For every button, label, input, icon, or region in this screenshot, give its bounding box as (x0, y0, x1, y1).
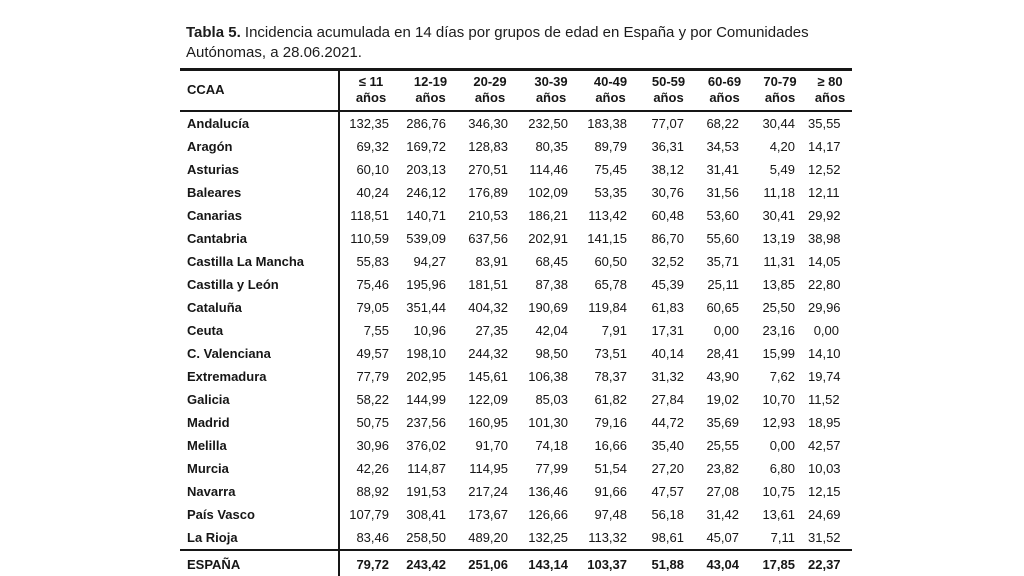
cell-value: 32,52 (651, 254, 684, 269)
cell-value: 11,18 (763, 185, 795, 200)
cell-value: 101,30 (528, 415, 568, 430)
header-age-group-1 (402, 70, 459, 112)
cell-value: 132,25 (528, 530, 568, 545)
cell-value: 55,83 (356, 254, 389, 269)
cell-value: 4,20 (769, 139, 795, 154)
age-unit-label: años (653, 90, 684, 105)
age-unit-label: años (764, 90, 796, 105)
cell-value: 91,66 (594, 484, 627, 499)
header-age-group-2 (459, 70, 521, 112)
cell-value: 43,04 (697, 550, 752, 576)
cell-value: 60,65 (706, 300, 739, 315)
cell-value: 75,45 (594, 162, 627, 177)
cell-ccaa: Asturias (180, 158, 339, 181)
row-castilla-la-mancha (180, 250, 852, 273)
cell-value: 61,83 (651, 300, 684, 315)
age-unit-label: años (355, 90, 387, 105)
cell-value: 13,61 (762, 507, 795, 522)
cell-value: 86,70 (651, 231, 684, 246)
cell-value: 97,48 (594, 507, 627, 522)
age-unit-label: años (415, 90, 446, 105)
cell-value: 94,27 (413, 254, 446, 269)
age-range-label: 70-79 (763, 74, 797, 89)
cell-value: 19,74 (808, 369, 841, 384)
cell-value: 25,50 (762, 300, 795, 315)
age-range-label: 50-59 (651, 74, 686, 89)
cell-value: 42,57 (808, 438, 841, 453)
cell-value: 217,24 (468, 484, 508, 499)
row-asturias (180, 158, 852, 181)
cell-value: 98,50 (535, 346, 568, 361)
cell-value: 45,39 (651, 277, 684, 292)
cell-value: 114,46 (529, 162, 568, 177)
cell-value: 7,91 (601, 323, 627, 338)
cell-value: 160,95 (468, 415, 508, 430)
age-unit-label: años (474, 90, 506, 105)
cell-value: 17,85 (752, 550, 808, 576)
header-age-group-5 (640, 70, 697, 112)
cell-value: 10,03 (808, 461, 841, 476)
cell-value: 29,96 (808, 300, 841, 315)
cell-value: 14,10 (808, 346, 841, 361)
cell-value: 68,22 (706, 116, 739, 131)
row-ceuta (180, 319, 852, 342)
cell-value: 25,11 (707, 277, 739, 292)
cell-value: 308,41 (406, 507, 446, 522)
cell-ccaa: Castilla La Mancha (180, 250, 339, 273)
cell-value: 12,15 (808, 484, 841, 499)
cell-value: 198,10 (406, 346, 446, 361)
cell-value: 0,00 (713, 323, 739, 338)
cell-ccaa: Extremadura (180, 365, 339, 388)
cell-value: 31,56 (706, 185, 739, 200)
cell-value: 31,32 (651, 369, 684, 384)
cell-ccaa: Canarias (180, 204, 339, 227)
age-unit-label: años (595, 90, 626, 105)
cell-value: 210,53 (468, 208, 508, 223)
cell-value: 244,32 (468, 346, 508, 361)
cell-value: 27,08 (706, 484, 739, 499)
cell-value: 30,44 (762, 116, 795, 131)
cell-value: 31,52 (808, 530, 841, 545)
cell-value: 78,37 (594, 369, 627, 384)
cell-value: 202,95 (406, 369, 446, 384)
cell-value: 44,72 (651, 415, 684, 430)
cell-ccaa: Cataluña (180, 296, 339, 319)
cell-value: 22,37 (808, 550, 852, 576)
cell-value: 119,84 (588, 300, 627, 315)
cell-value: 246,12 (406, 185, 446, 200)
cell-ccaa: Cantabria (180, 227, 339, 250)
age-range-label: 12-19 (413, 74, 448, 89)
age-range-label: 40-49 (593, 74, 628, 89)
cell-value: 60,50 (594, 254, 627, 269)
age-range-label: 60-69 (707, 74, 742, 89)
cell-value: 91,70 (475, 438, 508, 453)
row-extremadura (180, 365, 852, 388)
cell-value: 74,18 (535, 438, 568, 453)
cell-value: 79,72 (339, 550, 402, 576)
cell-value: 77,07 (651, 116, 684, 131)
cell-value: 10,70 (762, 392, 795, 407)
row-total-espana (180, 550, 852, 576)
cell-value: 80,35 (535, 139, 568, 154)
row-melilla (180, 434, 852, 457)
cell-ccaa: Madrid (180, 411, 339, 434)
caption-label: Tabla 5. (186, 24, 241, 41)
cell-value: 15,99 (762, 346, 795, 361)
cell-value: 35,71 (706, 254, 739, 269)
cell-value: 637,56 (468, 231, 508, 246)
cell-value: 88,92 (356, 484, 389, 499)
cell-value: 176,89 (468, 185, 508, 200)
cell-value: 35,69 (706, 415, 739, 430)
row-aragon (180, 135, 852, 158)
cell-value: 79,16 (594, 415, 627, 430)
age-unit-label: años (535, 90, 567, 105)
cell-value: 17,31 (651, 323, 684, 338)
cell-value: 7,55 (363, 323, 389, 338)
cell-value: 141,15 (587, 231, 627, 246)
cell-value: 186,21 (528, 208, 568, 223)
cell-value: 35,55 (808, 116, 841, 131)
cell-value: 195,96 (406, 277, 446, 292)
cell-value: 53,35 (594, 185, 627, 200)
cell-value: 75,46 (356, 277, 389, 292)
cell-value: 169,72 (406, 139, 446, 154)
cell-value: 113,42 (588, 208, 627, 223)
age-range-label: 30-39 (534, 74, 568, 89)
cell-value: 49,57 (356, 346, 389, 361)
row-cantabria (180, 227, 852, 250)
row-la-rioja (180, 526, 852, 550)
cell-value: 232,50 (528, 116, 568, 131)
cell-value: 42,04 (535, 323, 568, 338)
header-age-group-6 (697, 70, 752, 112)
row-andalucia (180, 111, 852, 135)
cell-value: 58,22 (356, 392, 389, 407)
cell-value: 42,26 (356, 461, 389, 476)
cell-value: 60,10 (356, 162, 389, 177)
cell-value: 12,52 (808, 162, 841, 177)
row-murcia (180, 457, 852, 480)
cell-value: 19,02 (706, 392, 739, 407)
cell-value: 25,55 (706, 438, 739, 453)
cell-value: 5,49 (769, 162, 795, 177)
cell-value: 346,30 (468, 116, 508, 131)
cell-value: 85,03 (535, 392, 568, 407)
age-unit-label: años (709, 90, 740, 105)
cell-value: 30,76 (651, 185, 684, 200)
cell-value: 51,88 (640, 550, 697, 576)
cell-value: 47,57 (651, 484, 684, 499)
table-header (180, 70, 852, 112)
cell-value: 376,02 (406, 438, 446, 453)
cell-value: 65,78 (594, 277, 627, 292)
cell-value: 60,48 (651, 208, 684, 223)
age-range-label: 20-29 (473, 74, 507, 89)
cell-value: 83,91 (475, 254, 508, 269)
header-age-group-0 (339, 70, 402, 112)
cell-value: 110,59 (350, 231, 389, 246)
cell-value: 18,95 (808, 415, 841, 430)
cell-value: 10,96 (413, 323, 446, 338)
header-age-group-7 (752, 70, 808, 112)
cell-ccaa: País Vasco (180, 503, 339, 526)
header-age-group-3 (521, 70, 581, 112)
cell-value: 10,75 (762, 484, 795, 499)
cell-value: 102,09 (528, 185, 568, 200)
cell-ccaa: Galicia (180, 388, 339, 411)
cell-value: 202,91 (528, 231, 568, 246)
cell-value: 173,67 (468, 507, 508, 522)
cell-ccaa: Aragón (180, 135, 339, 158)
cell-value: 13,85 (762, 277, 795, 292)
cell-value: 114,95 (469, 461, 508, 476)
cell-value: 79,05 (356, 300, 389, 315)
cell-value: 43,90 (706, 369, 739, 384)
cell-value: 183,38 (587, 116, 627, 131)
row-baleares (180, 181, 852, 204)
cell-value: 0,00 (813, 323, 839, 338)
cell-ccaa: Andalucía (180, 111, 339, 135)
row-madrid (180, 411, 852, 434)
cell-ccaa: Melilla (180, 434, 339, 457)
cell-ccaa: C. Valenciana (180, 342, 339, 365)
cell-value: 103,37 (581, 550, 640, 576)
table-caption (186, 23, 834, 63)
cell-value: 11,31 (763, 254, 795, 269)
header-age-group-8 (808, 70, 852, 112)
cell-value: 50,75 (356, 415, 389, 430)
cell-value: 89,79 (594, 139, 627, 154)
cell-value: 45,07 (706, 530, 739, 545)
cell-value: 237,56 (406, 415, 446, 430)
row-castilla-y-leon (180, 273, 852, 296)
cell-value: 16,66 (594, 438, 627, 453)
cell-value: 31,41 (706, 162, 739, 177)
row-c-valenciana (180, 342, 852, 365)
cell-value: 144,99 (406, 392, 446, 407)
cell-value: 0,00 (769, 438, 795, 453)
cell-value: 73,51 (594, 346, 627, 361)
cell-value: 23,82 (706, 461, 739, 476)
cell-value: 539,09 (406, 231, 446, 246)
cell-value: 270,51 (468, 162, 508, 177)
cell-value: 68,45 (535, 254, 568, 269)
cell-value: 35,40 (651, 438, 684, 453)
cell-value: 56,18 (651, 507, 684, 522)
cell-value: 36,31 (651, 139, 684, 154)
incidence-table (180, 68, 852, 576)
cell-value: 27,35 (475, 323, 508, 338)
cell-value: 14,17 (808, 139, 841, 154)
cell-value: 286,76 (406, 116, 446, 131)
cell-value: 77,79 (356, 369, 389, 384)
cell-value: 190,69 (528, 300, 568, 315)
cell-value: 251,06 (459, 550, 521, 576)
cell-value: 122,09 (468, 392, 508, 407)
cell-value: 87,38 (535, 277, 568, 292)
cell-value: 203,13 (406, 162, 446, 177)
cell-value: 77,99 (535, 461, 568, 476)
cell-value: 22,80 (808, 277, 841, 292)
cell-value: 38,98 (808, 231, 841, 246)
cell-value: 30,96 (356, 438, 389, 453)
cell-value: 38,12 (651, 162, 684, 177)
cell-value: 23,16 (762, 323, 795, 338)
cell-value: 27,84 (651, 392, 684, 407)
cell-ccaa: Navarra (180, 480, 339, 503)
cell-ccaa: Baleares (180, 181, 339, 204)
cell-value: 191,53 (406, 484, 446, 499)
cell-ccaa: Murcia (180, 457, 339, 480)
cell-value: 29,92 (808, 208, 841, 223)
cell-value: 106,38 (528, 369, 568, 384)
cell-value: 53,60 (706, 208, 739, 223)
cell-value: 55,60 (706, 231, 739, 246)
cell-value: 107,79 (349, 507, 389, 522)
cell-value: 351,44 (406, 300, 446, 315)
cell-ccaa: La Rioja (180, 526, 339, 550)
cell-value: 40,24 (356, 185, 389, 200)
cell-ccaa: ESPAÑA (180, 550, 339, 576)
cell-value: 118,51 (350, 208, 389, 223)
cell-value: 51,54 (594, 461, 627, 476)
cell-value: 143,14 (521, 550, 581, 576)
cell-value: 24,69 (808, 507, 841, 522)
cell-value: 181,51 (468, 277, 508, 292)
row-pais-vasco (180, 503, 852, 526)
cell-value: 140,71 (406, 208, 446, 223)
cell-value: 114,87 (407, 461, 446, 476)
header-ccaa: CCAA (180, 70, 339, 112)
row-cataluna (180, 296, 852, 319)
age-unit-label: años (814, 90, 846, 105)
cell-value: 12,11 (808, 185, 840, 200)
cell-value: 12,93 (762, 415, 795, 430)
cell-value: 11,52 (808, 392, 840, 407)
row-galicia (180, 388, 852, 411)
cell-value: 489,20 (468, 530, 508, 545)
cell-value: 7,62 (769, 369, 795, 384)
cell-value: 31,42 (706, 507, 739, 522)
cell-value: 113,32 (588, 530, 627, 545)
cell-value: 136,46 (528, 484, 568, 499)
row-navarra (180, 480, 852, 503)
cell-value: 404,32 (468, 300, 508, 315)
cell-value: 14,05 (808, 254, 841, 269)
table-body (180, 111, 852, 576)
cell-value: 243,42 (402, 550, 459, 576)
age-range-label: ≤ 11 (358, 74, 384, 89)
header-age-group-4 (581, 70, 640, 112)
cell-value: 69,32 (356, 139, 389, 154)
cell-value: 40,14 (651, 346, 684, 361)
cell-value: 83,46 (356, 530, 389, 545)
cell-value: 34,53 (706, 139, 739, 154)
cell-ccaa: Ceuta (180, 319, 339, 342)
cell-value: 132,35 (349, 116, 389, 131)
cell-value: 7,11 (770, 530, 795, 545)
cell-value: 13,19 (762, 231, 795, 246)
cell-value: 6,80 (769, 461, 795, 476)
caption-text: Incidencia acumulada en 14 días por grupos de edad en España y por Comunidades Autónomas, a 28.06.2021. (186, 24, 809, 61)
cell-value: 28,41 (706, 346, 739, 361)
cell-value: 30,41 (762, 208, 795, 223)
cell-value: 27,20 (651, 461, 684, 476)
cell-ccaa: Castilla y León (180, 273, 339, 296)
cell-value: 258,50 (406, 530, 446, 545)
cell-value: 145,61 (468, 369, 508, 384)
cell-value: 126,66 (528, 507, 568, 522)
age-range-label: ≥ 80 (817, 74, 843, 89)
header-row (180, 70, 852, 112)
cell-value: 128,83 (468, 139, 508, 154)
row-canarias (180, 204, 852, 227)
cell-value: 61,82 (594, 392, 627, 407)
cell-value: 98,61 (651, 530, 684, 545)
